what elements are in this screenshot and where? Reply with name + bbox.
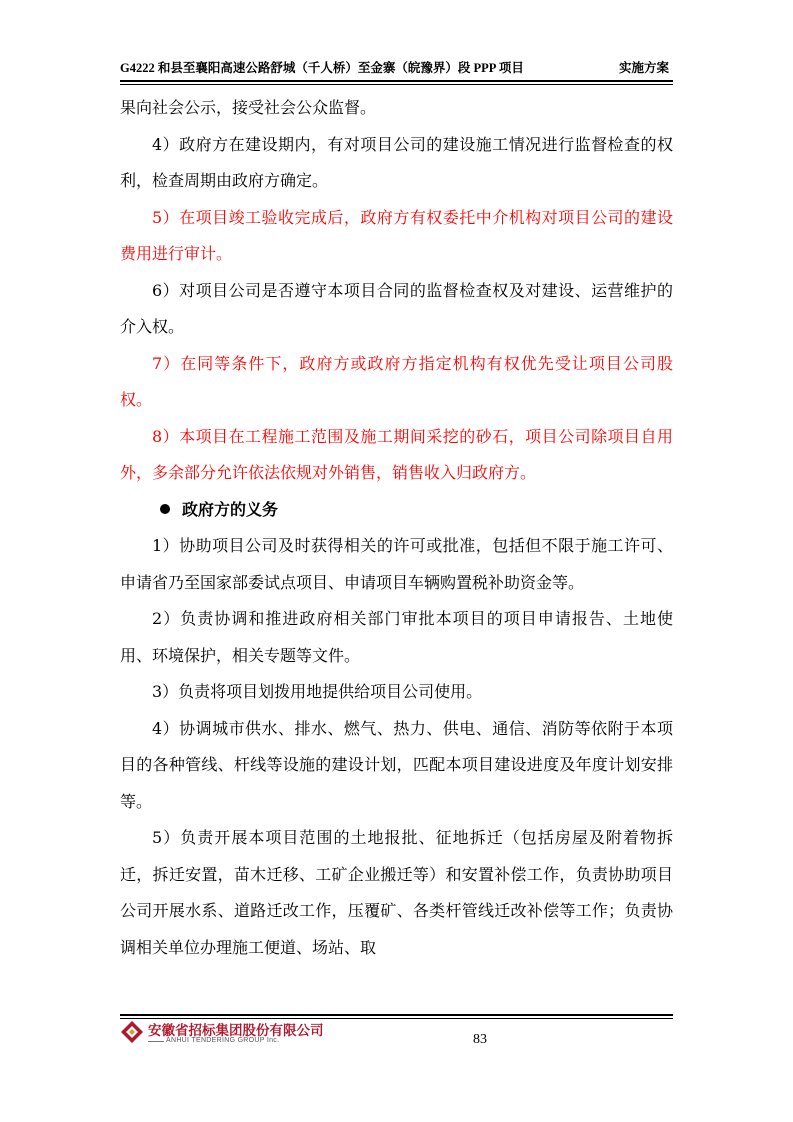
- obligations-heading: [120, 492, 673, 529]
- document-body: [120, 90, 673, 966]
- paragraph-continuation: 果向社会公示，接受社会公众监督。: [120, 98, 377, 117]
- page-number: 83: [473, 1032, 487, 1047]
- obligation-5: 5）负责开展本项目范围的土地报批、征地拆迁（包括房屋及附着物拆迁，拆迁安置，苗木迁移、工矿企业搬迁等）和安置补偿工作，负责协助项目公司开展水系、道路迁改工作，压覆矿、各类杆管线迁改补偿等工作；负责协调相关单位办理施工便道、场站、取: [120, 828, 673, 957]
- obligation-2: 2）负责协调和推进政府相关部门审批本项目的项目申请报告、土地使用、环境保护，相关专题等文件。: [120, 609, 673, 665]
- bullet-dot-icon: [160, 504, 170, 514]
- company-name-cn: 安徽省招标集团股份有限公司: [148, 1023, 324, 1039]
- obligation-4: 4）协调城市供水、排水、燃气、热力、供电、通信、消防等依附于本项目的各种管线、杆线等设施的建设计划，匹配本项目建设进度及年度计划安排等。: [120, 718, 673, 811]
- footer-rule: [120, 1014, 673, 1016]
- company-name-en: ANHUI TENDERING GROUP Inc.: [166, 1037, 280, 1044]
- obligation-3: 3）负责将项目划拨用地提供给项目公司使用。: [152, 682, 483, 701]
- header-rule: [120, 80, 673, 82]
- obligation-1: 1）协助项目公司及时获得相关的许可或批准，包括但不限于施工许可、申请省乃至国家部委试点项目、申请项目车辆购置税补助资金等。: [120, 536, 673, 592]
- page-header: [120, 54, 673, 80]
- header-section: 实施方案: [618, 61, 669, 75]
- company-logo: [120, 1018, 340, 1048]
- header-rule-thin: [120, 84, 673, 85]
- paragraph-right-4: 4）政府方在建设期内，有对项目公司的建设施工情况进行监督检查的权利，检查周期由政府方确定。: [120, 134, 673, 190]
- paragraph-right-5: 5）在项目竣工验收完成后，政府方有权委托中介机构对项目公司的建设费用进行审计。: [120, 207, 673, 263]
- company-emblem-icon: [120, 1020, 144, 1044]
- header-title: G4222 和县至襄阳高速公路舒城（千人桥）至金寨（皖豫界）段 PPP 项目: [120, 61, 524, 75]
- obligations-heading-text: 政府方的义务: [182, 499, 279, 519]
- paragraph-right-7: 7）在同等条件下，政府方或政府方指定机构有权优先受让项目公司股权。: [120, 353, 673, 409]
- paragraph-right-8: 8）本项目在工程施工范围及施工期间采挖的砂石，项目公司除项目自用外，多余部分允许依法依规对外销售，销售收入归政府方。: [120, 426, 673, 482]
- company-name-divider: [148, 1041, 164, 1042]
- paragraph-right-6: 6）对项目公司是否遵守本项目合同的监督检查权及对建设、运营维护的介入权。: [120, 280, 673, 336]
